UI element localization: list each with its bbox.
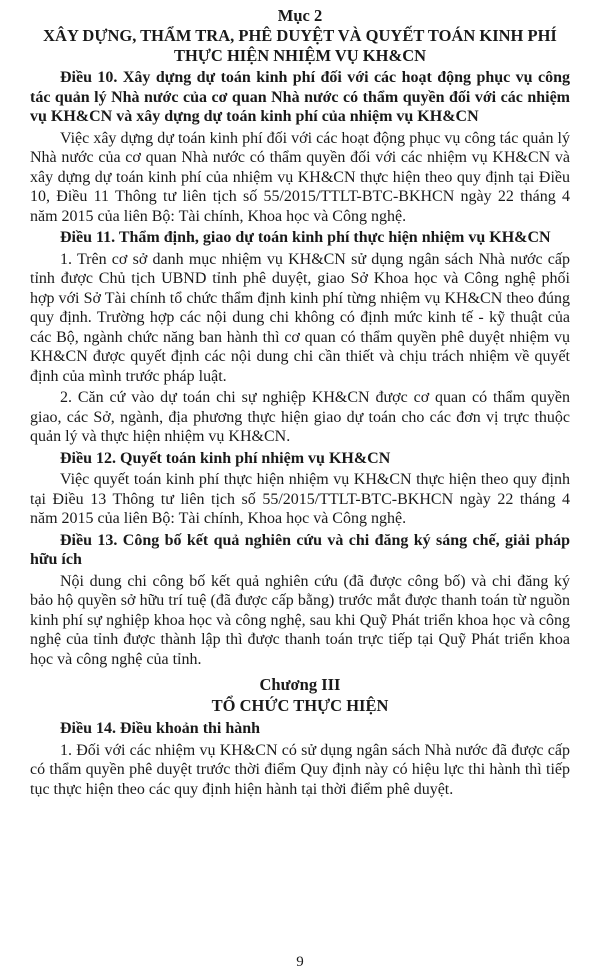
page-number: 9 (296, 954, 304, 970)
section-label: Mục 2 (277, 6, 323, 25)
article-10-title: Điều 10. Xây dựng dự toán kinh phí đối với các hoạt động phục vụ công tác quản lý Nhà nước của cơ quan Nhà nước có thẩm quyền đối với các nhiệm vụ KH&CN và xây dựng dự toán kinh phí của nhiệm vụ KH&CN (30, 69, 570, 125)
article-12-paragraph: Việc quyết toán kinh phí thực hiện nhiệm vụ KH&CN thực hiện theo quy định tại Điều 13 Thông tư liên tịch số 55/2015/TTLT-BTC-BKHCN ngày 22 tháng 4 năm 2015 của liên Bộ: Tài chính, Khoa học và Công nghệ. (30, 471, 570, 527)
article-13-title: Điều 13. Công bố kết quả nghiên cứu và chi đăng ký sáng chế, giải pháp hữu ích (30, 531, 570, 568)
section-title (30, 26, 570, 66)
article-14-title: Điều 14. Điều khoản thi hành (60, 720, 261, 737)
chapter-title: TỔ CHỨC THỰC HIỆN (211, 696, 389, 715)
article-14-paragraph-1: 1. Đối với các nhiệm vụ KH&CN có sử dụng ngân sách Nhà nước đã được cấp có thẩm quyền phê duyệt trước thời điểm Quy định này có hiệu lực thi hành thì tiếp tục thực hiện theo các quy định hiện hành tại thời điểm phê duyệt. (30, 741, 570, 798)
article-12-title: Điều 12. Quyết toán kinh phí nhiệm vụ KH&CN (60, 449, 391, 467)
section-title-line1: XÂY DỰNG, THẨM TRA, PHÊ DUYỆT VÀ QUYẾT TOÁN KINH PHÍ (43, 26, 557, 45)
article-10-paragraph: Việc xây dựng dự toán kinh phí đối với các hoạt động phục vụ công tác quản lý Nhà nước của cơ quan Nhà nước có thẩm quyền đối với các nhiệm vụ KH&CN và xây dựng dự toán kinh phí của nhiệm vụ KH&CN thực hiện theo quy định tại Điều 10, Điều 11 Thông tư liên tịch số 55/2015/TTLT-BTC-BKHCN ngày 22 tháng 4 năm 2015 của liên Bộ: Tài chính, Khoa học và Công nghệ. (30, 129, 570, 225)
article-11-paragraph-1: 1. Trên cơ sở danh mục nhiệm vụ KH&CN sử dụng ngân sách Nhà nước cấp tỉnh được Chủ tịch UBND tỉnh phê duyệt, giao Sở Khoa học và Công nghệ phối hợp với Sở Tài chính tổ chức thẩm định kinh phí từng nhiệm vụ KH&CN theo đúng quy định. Trường hợp các nội dung chi không có định mức kinh tế - kỹ thuật của các Bộ, ngành chức năng ban hành thì cơ quan có thẩm quyền phê duyệt nhiệm vụ KH&CN được quyết định các nội dung chi cần thiết và chịu trách nhiệm về quyết định của mình trước pháp luật. (30, 250, 570, 385)
article-11-paragraph-2: 2. Căn cứ vào dự toán chi sự nghiệp KH&CN được cơ quan có thẩm quyền giao, các Sở, ngành, địa phương thực hiện giao dự toán cho các đơn vị trực thuộc quản lý và thực hiện nhiệm vụ KH&CN. (30, 389, 570, 445)
article-13-paragraph: Nội dung chi công bố kết quả nghiên cứu (đã được công bố) và chi đăng ký bảo hộ quyền sở hữu trí tuệ (đã được cấp bằng) trước mắt được thanh toán từ nguồn kinh phí sự nghiệp khoa học và công nghệ, sau khi Quỹ Phát triển khoa học và công nghệ của tỉnh được thành lập thì được thanh toán trực tiếp tại Quỹ Phát triển khoa học và công nghệ của tỉnh. (30, 572, 570, 668)
article-11-title: Điều 11. Thẩm định, giao dự toán kinh phí thực hiện nhiệm vụ KH&CN (60, 229, 551, 246)
chapter-label: Chương III (259, 675, 341, 694)
section-title-line2: THỰC HIỆN NHIỆM VỤ KH&CN (173, 46, 427, 65)
